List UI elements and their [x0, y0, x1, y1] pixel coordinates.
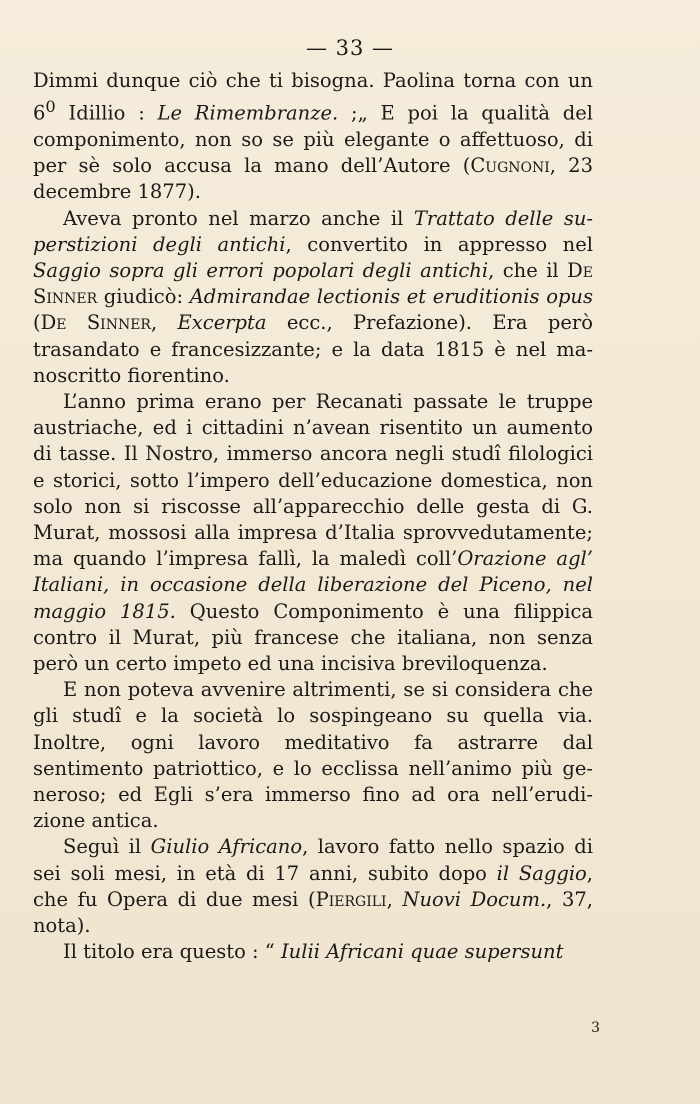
author-name: Piergili [315, 887, 387, 911]
text-run: L’anno prima erano per Recanati passate le truppe austriache, ed i cittadini n’avean risentito un aumento di tasse. Il Nostro, immerso ancora negli studî filologici e storici, sotto l’impero dell’educazione domestica, non solo non si riscosse all’apparecchio delle gesta di G. Murat, mossosi alla impresa d’Italia sprovvedutamente; ma quando l’impresa fallì, la maledì coll’ [33, 389, 593, 571]
text-run: E non poteva avvenire altrimenti, se si considera che gli studî e la società lo sospingeano su quella via. Inoltre, ogni lavoro meditativo fa astrarre dal sentimento patriottico, e lo ecclissa nell’animo più generoso; ed Egli s’era immerso fino ad ora nell’erudizione antica. [33, 678, 593, 833]
italic-title: il Saggio [496, 861, 587, 885]
paragraph [33, 68, 593, 206]
page-number-header: — 33 — [305, 36, 395, 60]
paragraph [33, 389, 593, 677]
text-run: , che il [488, 258, 568, 282]
body-text [33, 68, 593, 965]
paragraph [33, 206, 593, 389]
text-run: , [150, 311, 178, 335]
author-name: De Sinner [40, 311, 151, 335]
italic-title: Admirandae lectionis et eruditionis opus [189, 285, 593, 309]
text-run: Seguì il [63, 835, 151, 859]
text-run: Dimmi dunque ciò che ti bisogna. Paolina torna con un 6 [33, 69, 593, 125]
author-name: De Sinner [33, 258, 593, 309]
text-run: , lavoro fatto nello spazio di sei soli mesi, in età di 17 anni, subito dopo [33, 835, 594, 885]
italic-title: Trattato delle superstizioni degli antichi [33, 206, 593, 256]
text-run: , 23 decembre 1877). [33, 154, 593, 204]
text-run: Aveva pronto nel marzo anche il [63, 206, 414, 230]
italic-title: Orazione agl’ Italiani, in occasione della liberazione del Piceno, nel maggio 1815. [33, 547, 593, 623]
paragraph [33, 834, 593, 939]
text-run: Idillio : [55, 101, 158, 125]
text-run: Il titolo era questo : “ [63, 940, 281, 964]
signature-mark: 3 [591, 1020, 600, 1036]
text-run: , che fu Opera di due mesi ( [33, 861, 593, 911]
italic-title: Saggio sopra gli errori popolari degli antichi [33, 258, 489, 282]
text-run: , [386, 887, 403, 911]
paragraph [33, 939, 593, 965]
text-run: ecc., Prefazione). Era però trasandato e francesizzante; e la data 1815 è nel manoscritto fiorentino. [33, 311, 593, 387]
italic-title: Iulii Africani quae supersunt [280, 940, 564, 964]
text-run: , convertito in appresso nel [285, 232, 594, 256]
text-run: giudicò: [97, 285, 190, 309]
superscript: 0 [45, 97, 56, 117]
italic-title: Nuovi Docum. [402, 887, 547, 911]
text-run: , 37, nota). [33, 887, 593, 937]
paragraph [33, 677, 593, 834]
italic-title: Excerpta [177, 311, 267, 335]
text-run: ( [33, 311, 41, 335]
italic-title: Le Rimembranze. [157, 101, 339, 125]
text-run: ;„ E poi la qualità del componimento, non so se più elegante o affettuoso, di per sè solo accusa la mano dell’Autore ( [33, 101, 594, 178]
author-name: Cugnoni [470, 154, 550, 178]
italic-title: Giulio Africano [150, 835, 303, 859]
text-run: Questo Componimento è una filippica contro il Murat, più francese che italiana, non senza però un certo impeto ed una incisiva breviloquenza. [33, 599, 593, 675]
